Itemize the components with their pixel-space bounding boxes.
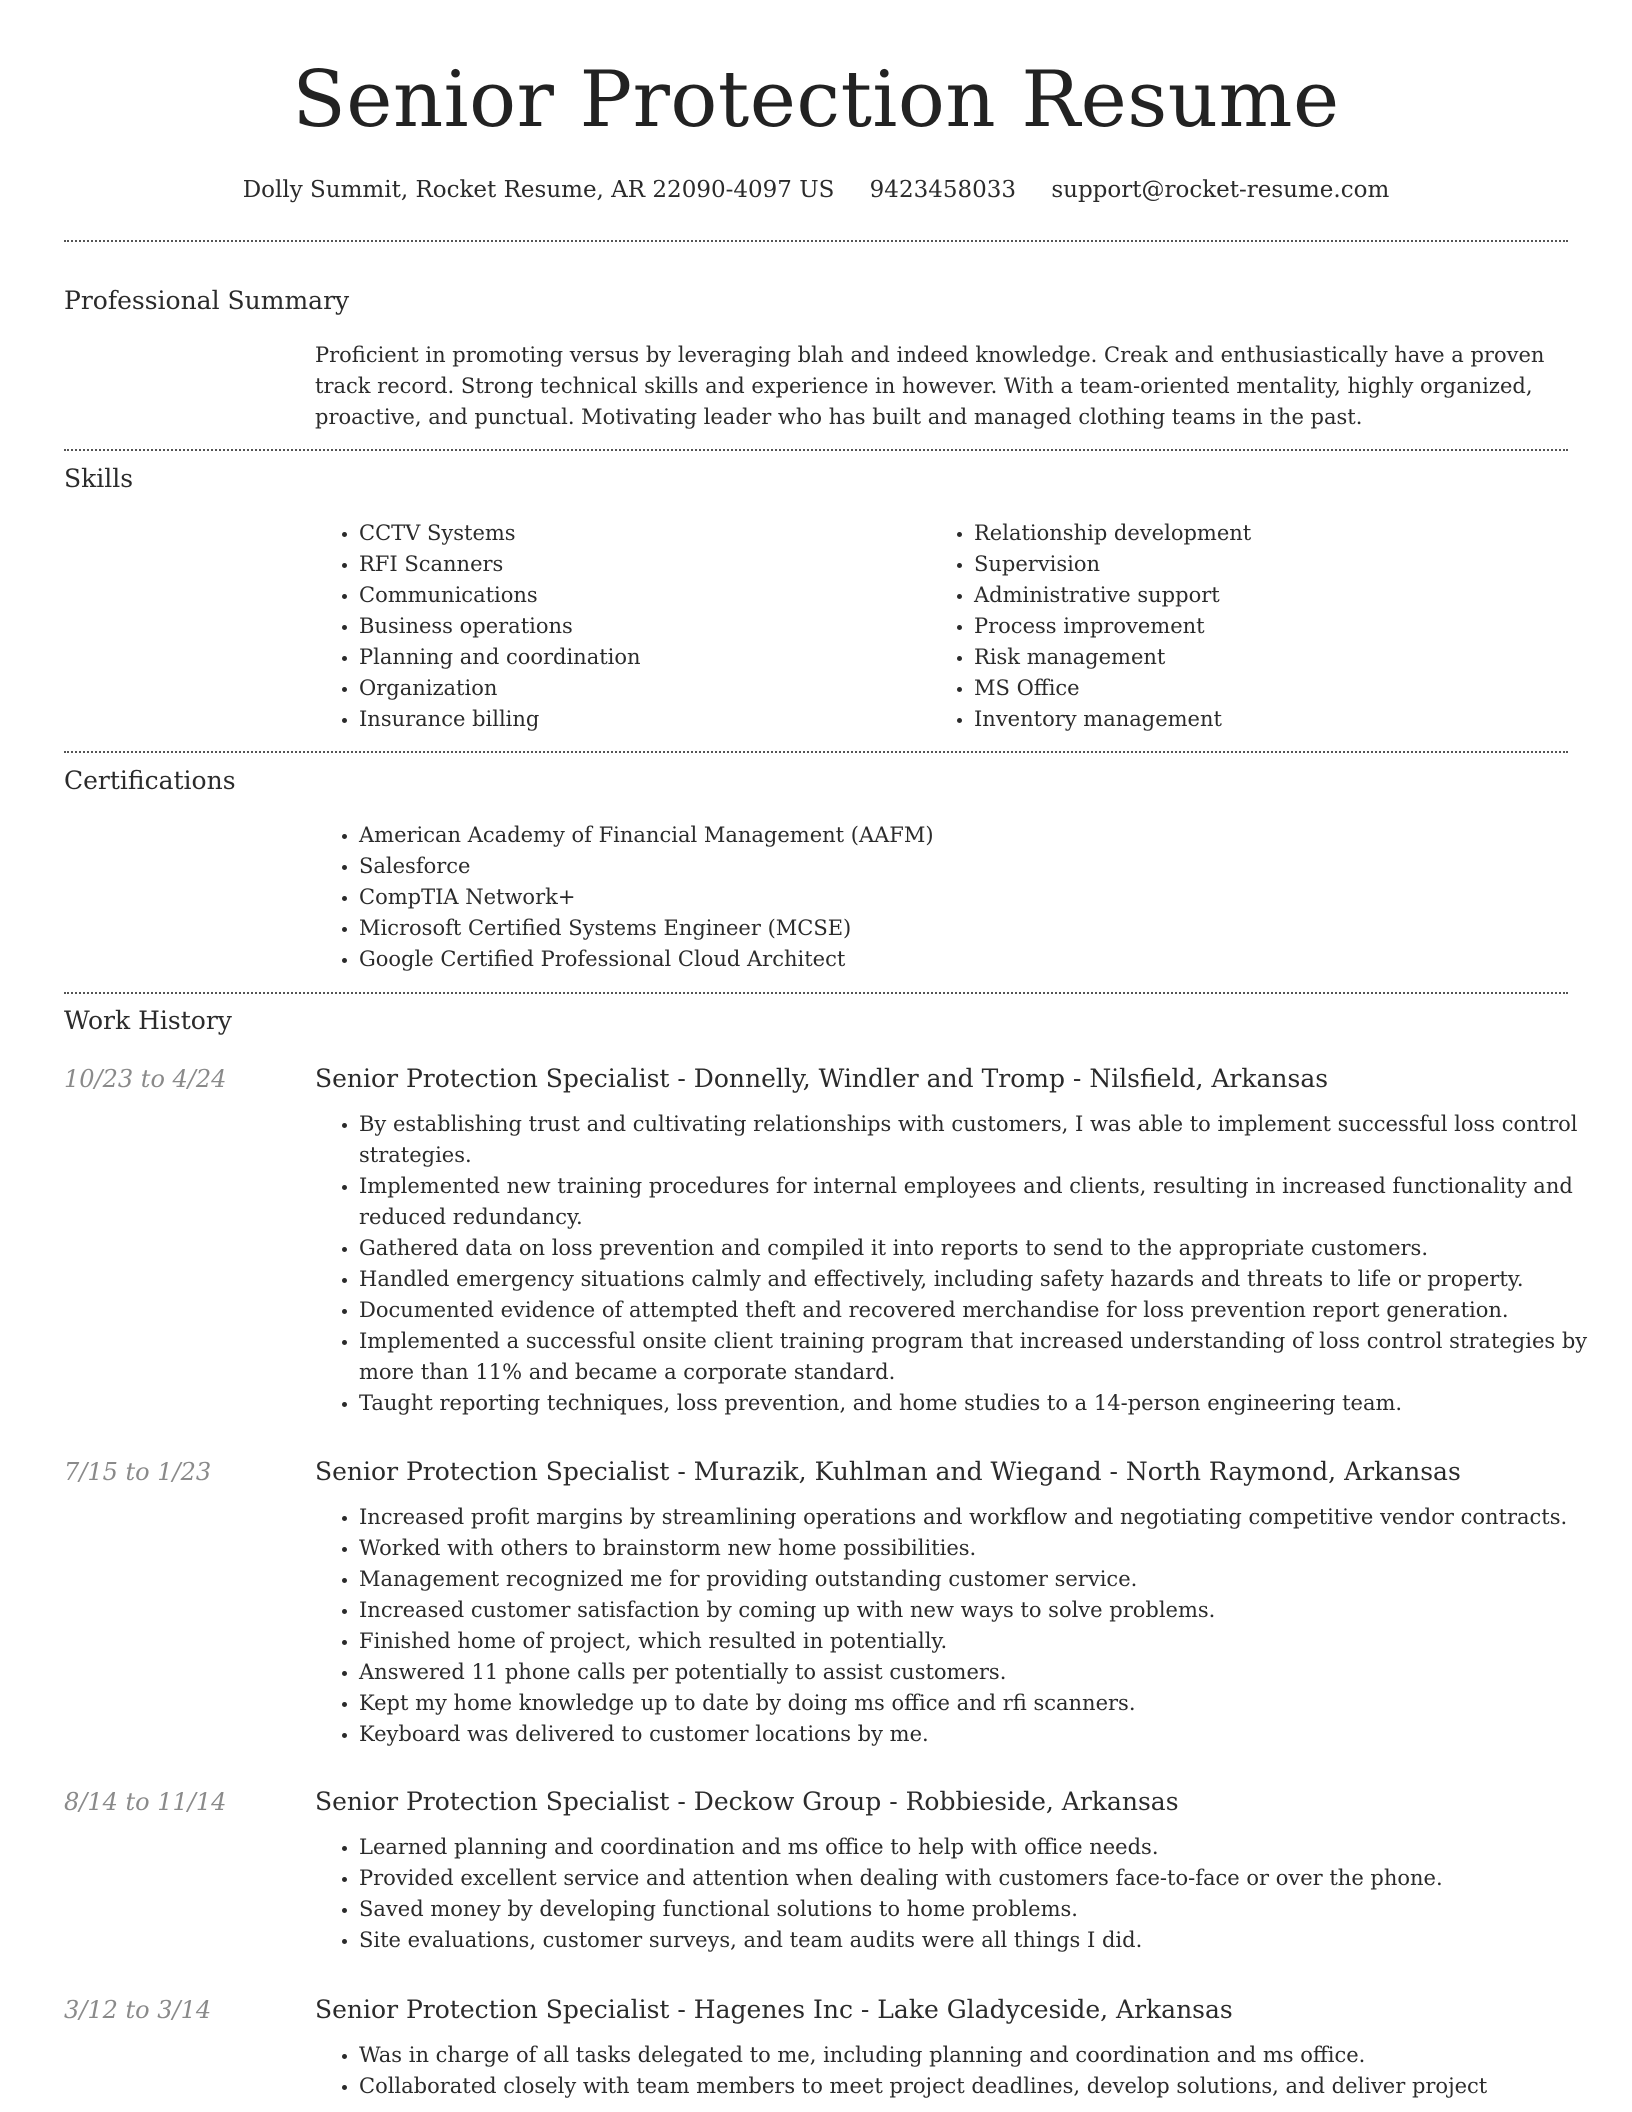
section-divider xyxy=(64,992,1568,994)
job-bullet: • Documented evidence of attempted theft and recovered merchandise for loss prevention report generation. xyxy=(359,1295,1612,1326)
skill-item: • Insurance billing xyxy=(359,704,915,735)
certification-item: • Google Certified Professional Cloud Architect xyxy=(359,944,1568,975)
job-dates: 7/15 to 1/23 xyxy=(64,1458,212,1486)
job-bullet: • Handled emergency situations calmly and effectively, including safety hazards and threats to life or property. xyxy=(359,1264,1612,1295)
job-bullet: • Management recognized me for providing outstanding customer service. xyxy=(359,1564,1612,1595)
skill-item: • MS Office xyxy=(974,673,1530,704)
section-divider xyxy=(64,240,1568,242)
skills-column-left xyxy=(315,518,915,735)
job-bullet: • Kept my home knowledge up to date by doing ms office and rfi scanners. xyxy=(359,1688,1612,1719)
contact-line xyxy=(0,170,1632,210)
job-bullet: • Was in charge of all tasks delegated to me, including planning and coordination and ms office. xyxy=(359,2040,1612,2071)
job-bullets xyxy=(315,2040,1612,2102)
job-dates: 3/12 to 3/14 xyxy=(64,1996,212,2024)
contact-email: support@rocket-resume.com xyxy=(1051,177,1390,203)
skill-item: • Process improvement xyxy=(974,611,1530,642)
job-bullet: • Increased customer satisfaction by coming up with new ways to solve problems. xyxy=(359,1595,1612,1626)
skill-item: • Communications xyxy=(359,580,915,611)
job-bullets xyxy=(315,1502,1612,1750)
skill-item: • Planning and coordination xyxy=(359,642,915,673)
job-bullet: • Worked with others to brainstorm new home possibilities. xyxy=(359,1533,1612,1564)
skill-item: • Inventory management xyxy=(974,704,1530,735)
job-heading: Senior Protection Specialist - Donnelly, Windler and Tromp - Nilsfield, Arkansas xyxy=(315,1064,1329,1093)
skill-item: • CCTV Systems xyxy=(359,518,915,549)
job-bullets xyxy=(315,1109,1612,1419)
certification-item: • American Academy of Financial Management (AAFM) xyxy=(359,820,1568,851)
section-divider xyxy=(64,449,1568,451)
job-bullet: • Site evaluations, customer surveys, and team audits were all things I did. xyxy=(359,1925,1612,1956)
certification-item: • Salesforce xyxy=(359,851,1568,882)
certification-item: • Microsoft Certified Systems Engineer (MCSE) xyxy=(359,913,1568,944)
skill-item: • Supervision xyxy=(974,549,1530,580)
skill-item: • Relationship development xyxy=(974,518,1530,549)
job-bullet: • Learned planning and coordination and ms office to help with office needs. xyxy=(359,1832,1612,1863)
skill-item: • Risk management xyxy=(974,642,1530,673)
skill-item: • Organization xyxy=(359,673,915,704)
job-dates: 10/23 to 4/24 xyxy=(64,1065,227,1093)
job-bullets xyxy=(315,1832,1612,1956)
certifications-list xyxy=(315,820,1568,975)
skill-item: • Administrative support xyxy=(974,580,1530,611)
job-bullet: • Gathered data on loss prevention and compiled it into reports to send to the appropriate customers. xyxy=(359,1233,1612,1264)
job-bullet: • Finished home of project, which resulted in potentially. xyxy=(359,1626,1612,1657)
work-section-title: Work History xyxy=(64,1006,232,1035)
job-bullet: • Taught reporting techniques, loss prevention, and home studies to a 14-person engineering team. xyxy=(359,1388,1612,1419)
job-bullet: • Implemented a successful onsite client training program that increased understanding of loss control strategies by more than 11% and became a corporate standard. xyxy=(359,1326,1612,1388)
section-divider xyxy=(64,751,1568,753)
job-bullet: • Saved money by developing functional solutions to home problems. xyxy=(359,1894,1612,1925)
job-bullet: • Increased profit margins by streamlining operations and workflow and negotiating competitive vendor contracts. xyxy=(359,1502,1612,1533)
summary-section-title: Professional Summary xyxy=(64,286,350,315)
job-dates: 8/14 to 11/14 xyxy=(64,1788,227,1816)
skill-item: • Business operations xyxy=(359,611,915,642)
job-bullet: • By establishing trust and cultivating relationships with customers, I was able to implement successful loss control strategies. xyxy=(359,1109,1612,1171)
contact-phone: 9423458033 xyxy=(869,177,1017,203)
skill-item: • RFI Scanners xyxy=(359,549,915,580)
job-bullet: • Provided excellent service and attention when dealing with customers face-to-face or over the phone. xyxy=(359,1863,1612,1894)
skills-column-right xyxy=(930,518,1530,735)
job-heading: Senior Protection Specialist - Hagenes Inc - Lake Gladyceside, Arkansas xyxy=(315,1995,1233,2024)
certification-item: • CompTIA Network+ xyxy=(359,882,1568,913)
resume-title: Senior Protection Resume xyxy=(292,55,1340,145)
job-bullet: • Answered 11 phone calls per potentially to assist customers. xyxy=(359,1657,1612,1688)
job-bullet: • Collaborated closely with team members to meet project deadlines, develop solutions, and deliver project xyxy=(359,2071,1612,2102)
job-heading: Senior Protection Specialist - Deckow Group - Robbieside, Arkansas xyxy=(315,1787,1179,1816)
certifications-section-title: Certifications xyxy=(64,766,236,795)
job-heading: Senior Protection Specialist - Murazik, Kuhlman and Wiegand - North Raymond, Arkansas xyxy=(315,1457,1461,1486)
job-bullet: • Implemented new training procedures for internal employees and clients, resulting in increased functionality and reduced redundancy. xyxy=(359,1171,1612,1233)
summary-text: Proficient in promoting versus by leveraging blah and indeed knowledge. Creak and enthusiastically have a proven track record. Strong technical skills and experience in however. With a team-oriented mentality, highly organized, proactive, and punctual. Motivating leader who has built and managed clothing teams in the past. xyxy=(315,343,1545,429)
job-bullet: • Keyboard was delivered to customer locations by me. xyxy=(359,1719,1612,1750)
contact-address: Dolly Summit, Rocket Resume, AR 22090-4097 US xyxy=(242,177,835,203)
skills-section-title: Skills xyxy=(64,464,134,493)
